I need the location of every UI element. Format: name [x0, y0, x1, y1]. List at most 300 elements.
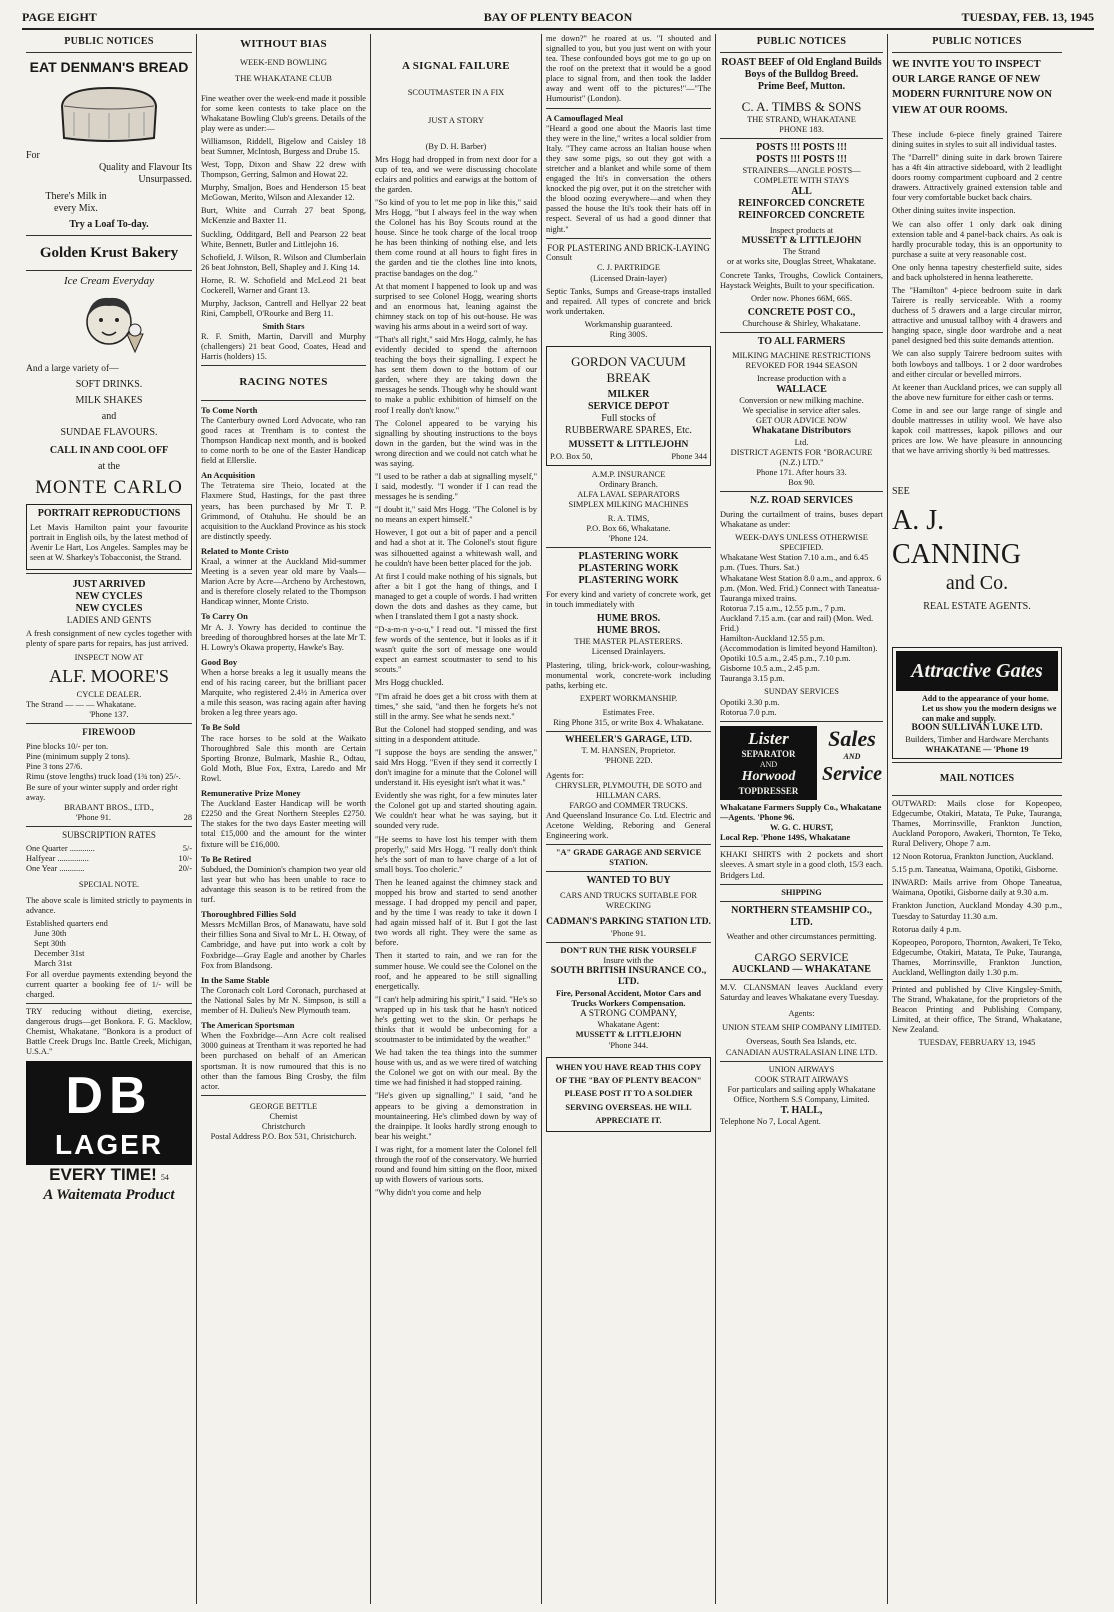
- agents-for: Agents for:: [546, 770, 584, 780]
- racing-para: When the Foxbridge—Ann Acre colt realised 3000 guineas at Trentham it was reported he had been purchased on behalf of an American sportsman. It is now rumoured that this is no other than the famous Bing Crosby, the film actor.: [201, 1031, 366, 1091]
- bowling-para: Horne, R. W. Schofield and McLeod 21 beat Cockerell, Warner and Grant 13.: [201, 275, 366, 295]
- posts-1: POSTS !!! POSTS !!!: [756, 141, 847, 153]
- story-para: At that moment I happened to look up and was surprised to see Colonel Hogg, wearing shorts and an enormous hat, leaning against the chimney stack on top of his out-house. He was waving his arms about in a weird sort of way.: [375, 281, 537, 331]
- racing-heading: Good Boy: [201, 656, 238, 667]
- story-para: Then he leaned against the chimney stack and mopped his brow and started to send another message. I had dropped my pencil and paper, and by the time I was ready to take it down I had again missed half of it. But I got the last two words all right. They were the same as before.: [375, 877, 537, 948]
- bettle-city: Christchurch: [261, 1121, 306, 1131]
- inspect-now: INSPECT NOW AT: [74, 652, 144, 663]
- furniture-para: The "Hamilton" 4-piece bedroom suite in dark Tairere is really serviceable. With a roomy duchess of 5 drawers and a large circular mirror, attractive and unusual tallboy with 4 drawers and hanging space, single door wardrobe and a neat panel designed bed this suite demands attention.: [892, 285, 1062, 346]
- phone-171: Phone 171. After hours 33.: [756, 467, 847, 477]
- overseas: Overseas, South Sea Islands, etc.: [746, 1037, 857, 1047]
- fargo: FARGO and COMMER TRUCKS.: [569, 800, 688, 810]
- boon-sullivan: BOON SULLIVAN LUKE LTD.: [911, 723, 1043, 734]
- furniture-para: The "Darrell" dining suite in dark brown Tairere has a 4ft 4in attractive sideboard, with 2 leadlight doors roomy compartment cupboard and 2 centre drawers. Attractively grained extension table and four very comfortable bucket back chairs.: [892, 153, 1062, 203]
- bowling-para: Williamson, Riddell, Bigelow and Caisley 18 beat Sumner, McIntosh, Burgess and Drube 15.: [201, 136, 366, 156]
- furniture-para: We can also offer 1 only dark oak dining extension table and 4 panel-back chairs. As oak is hardly procurable today, this is an opportunity to purchase a suite at very reasonable cost.: [892, 219, 1062, 259]
- without-bias-title: WITHOUT BIAS: [240, 38, 327, 50]
- khaki-shirts: KHAKI SHIRTS with 2 pockets and short sleeves. A smart style in a good cloth, 15/3 each. Bridgers Ltd.: [720, 850, 883, 880]
- strainers: STRAINERS—ANGLE POSTS— COMPLETE WITH STAYS: [742, 165, 861, 185]
- footer-date: TUESDAY, FEBRUARY 13, 1945: [918, 1038, 1036, 1048]
- service-depot: SERVICE DEPOT: [587, 401, 670, 413]
- printed-by: Printed and published by Clive Kingsley-Smith, The Strand, Whakatane, for the proprietors of the Beacon Printing and Publishing Company, Limited, at their office, The Strand, Whakatane, New Zealand.: [892, 984, 1062, 1035]
- mail-line: Rotorua daily 4 p.m.: [892, 924, 962, 934]
- racing-heading: To Come North: [201, 404, 258, 415]
- wanted-to-buy: WANTED TO BUY: [586, 875, 671, 887]
- mussett-2: MUSSETT & LITTLEJOHN: [575, 1030, 682, 1040]
- hurst: W. G. C. HURST,: [769, 823, 834, 833]
- story-end: me down?" he roared at us. "I shouted and signalled to you, but you just went on with your tea. These confounded boys got me to go up on the roof on the pretext that it would be a good place to signal from, and then took the ladder away and went off to the pictures!"—"The Humourist" (London).: [546, 34, 711, 104]
- denman-for: For: [26, 149, 40, 161]
- denman-milk: There's Milk in every Mix.: [45, 190, 107, 214]
- ladies-gents: LADIES AND GENTS: [66, 615, 152, 626]
- story-para: "I'm afraid he does get a bit cross with them at times," she said, "and then he forgets he's not still in the army. See what he sends next.": [375, 691, 537, 721]
- fire-accident: Fire, Personal Accident, Motor Cars and Trucks Workers Compensation.: [555, 988, 702, 1008]
- topdresser: TOPDRESSER: [738, 786, 799, 797]
- amp-insurance: A.M.P. INSURANCE: [591, 469, 666, 479]
- auckland-whakatane: AUCKLAND — WHAKATANE: [732, 964, 871, 976]
- queensland: And Queensland Insurance Co. Ltd. Electric and Acetone Welding, Reboring and General Engineering work.: [546, 810, 711, 841]
- bowling-para: Fine weather over the week-end made it possible for some keen contests to take place on the Whakatane Bowling Club's greens. Details of the play were as under:—: [201, 93, 366, 133]
- mail-line: INWARD: Mails arrive from Ohope Taneatua, Waimana, Opotiki, Gisborne daily at 9.30 a.m.: [892, 878, 1062, 898]
- phone-137: 'Phone 137.: [89, 710, 129, 720]
- posts-2: POSTS !!! POSTS !!!: [756, 153, 847, 165]
- particulars: For particulars and sailing apply Whakatane Office, Northern S.S Company, Limited.: [727, 1084, 876, 1104]
- racing-para: When a horse breaks a leg it usually means the end of his racing career, but the brilliant pacer Marquite, who registered 2.4½ in America over a mile this season, was racing again after having broken a leg three years ago.: [201, 668, 366, 718]
- racing-para: Kraal, a winner at the Auckland Mid-summer Meeting is a seven year old mare by Vaals—Marion Acre by Acre—Archeno by Archestown, and is therefore closely related to the Thompson Handicap winner, Monte Cristo.: [201, 557, 366, 607]
- page-number: PAGE EIGHT: [22, 10, 97, 24]
- denman-try: Try a Loaf To-day.: [69, 218, 149, 230]
- icecream-script: Ice Cream Everyday: [64, 274, 154, 287]
- whakatane-club: THE WHAKATANE CLUB: [235, 73, 332, 84]
- insure: Insure with the: [603, 955, 654, 965]
- story-para: Mrs Hogg chuckled.: [375, 678, 444, 688]
- clansman: M.V. CLANSMAN leaves Auckland every Saturday and leaves Whakatane every Tuesday.: [720, 983, 883, 1003]
- cycle-dealer: CYCLE DEALER.: [76, 690, 142, 700]
- bread-loaf-icon: [54, 82, 164, 144]
- monte-carlo: MONTE CARLO: [35, 477, 183, 499]
- column-1: [26, 34, 192, 1604]
- bowling-para: Murphy, Jackson, Cantrell and Hellyar 22 beat Rini, Campbell, O'Rourke and Berg 11.: [201, 298, 366, 319]
- specialise: We specialise in service after sales.: [742, 406, 861, 416]
- sundae: SUNDAE FLAVOURS.: [60, 427, 158, 439]
- farmers-supply: Whakatane Farmers Supply Co., Whakatane—Agents. 'Phone 96.: [720, 803, 882, 823]
- mail-line: 5.15 p.m. Taneatua, Waimana, Opotiki, Gisborne.: [892, 865, 1058, 875]
- story-para: Mrs Hogg had dropped in from next door for a cup of tea, and we were discussing chocolate eclairs and politics and earwigs at the bottom of the garden.: [375, 154, 537, 194]
- ad-number: 28: [183, 812, 192, 822]
- soft-drinks: SOFT DRINKS.: [75, 379, 143, 391]
- road-line: Gisborne 10.5 a.m., 2.45 p.m.: [720, 664, 820, 674]
- road-services-title: N.Z. ROAD SERVICES: [749, 495, 853, 507]
- signal-failure-title: A SIGNAL FAILURE: [402, 60, 510, 72]
- weekdays: WEEK-DAYS UNLESS OTHERWISE SPECIFIED.: [735, 533, 868, 553]
- cadmans: CADMAN'S PARKING STATION LTD.: [546, 917, 711, 928]
- alf-moore: ALF. MOORE'S: [49, 665, 169, 686]
- ordinary-branch: Ordinary Branch.: [599, 479, 658, 489]
- masthead: [22, 6, 1094, 30]
- simplex: SIMPLEX MILKING MACHINES: [568, 499, 689, 509]
- racing-heading: An Acquisition: [201, 470, 256, 481]
- racing-heading: Thoroughbred Fillies Sold: [201, 909, 297, 920]
- issue-date: TUESDAY, FEB. 13, 1945: [961, 10, 1094, 24]
- just-arrived: JUST ARRIVED: [72, 579, 146, 591]
- plastering-title: FOR PLASTERING AND BRICK-LAYING: [547, 242, 710, 253]
- furniture-para: Come in and see our large range of single and double mattresses in utility wool. We have also kapok coil mattresses, kapok pillows and our prices are low. We have pleasure in announcing that we have arriving shortly ¾ bed mattresses.: [892, 405, 1062, 456]
- conversion: Conversion or new milking machine.: [739, 396, 864, 406]
- gordon-vacuum: GORDON VACUUM BREAK: [571, 354, 686, 385]
- order-now: Order now. Phones 66M, 66S.: [750, 293, 853, 303]
- tims-box: P.O. Box 66, Whakatane.: [586, 524, 671, 534]
- db-lager-ad: [26, 1061, 192, 1165]
- camo-title: A Camouflaged Meal: [546, 112, 623, 123]
- furniture-para: These include 6-piece finely grained Tairere dining suites in styles to suit all individual tastes.: [892, 129, 1062, 149]
- bowling-para: Burt, White and Currah 27 beat Spong, McKenzie and Baxter 11.: [201, 206, 366, 226]
- variety: And a large variety of—: [26, 363, 119, 374]
- weather-permitting: Weather and other circumstances permitting.: [726, 931, 877, 941]
- lister-logo: Lister: [748, 728, 789, 748]
- whakatane-agent: Whakatane Agent:: [597, 1020, 660, 1030]
- racing-para: Mr A. J. Yowry has decided to continue the breeding of thoroughbred horses at the late Mr T. H. Lowry's Okawa property, Hawke's Bay.: [201, 622, 366, 652]
- service-script: Service: [822, 762, 882, 785]
- cars-trucks: CARS AND TRUCKS SUITABLE FOR WRECKING: [560, 891, 697, 911]
- new-cycles-2: NEW CYCLES: [75, 603, 143, 615]
- column-rule: [370, 34, 371, 1604]
- furniture-para: We can also supply Tairere bedroom suites with both lowboys and tallboys. 1 or 2 door wardrobes and either circular or bevelled mirrors.: [892, 349, 1062, 379]
- racing-para: Subdued, the Dominion's champion two year old last year but who has been unable to race to advantage this season is to be retired from the turf.: [201, 864, 366, 905]
- story-para: "Why didn't you come and help: [375, 1188, 482, 1198]
- scoutmaster-sub: SCOUTMASTER IN A FIX: [407, 87, 505, 98]
- mail-line: Kopeopeo, Poroporo, Thornton, Awakeri, Te Teko, Edgecumbe, Otakiri, Matata, Te Puke, Tauranga, Thames, Morrinsville, Frankton Junction, Auckland, Wellington daily 1.30 p.m.: [892, 937, 1062, 977]
- story-para: "He's given up signalling," I said, "and he appears to be giving a demonstration in mountaineering. He's climbed down by way of the drainpipe. It looks hardly strong enough to bear his weight.": [375, 1091, 537, 1141]
- hume-bros-1: HUME BROS.: [596, 613, 661, 625]
- road-line: Whakatane West Station 8.0 a.m., and approx. 6 p.m. (Mon. Wed. Frid.) Connect with Taneatua-Tauranga mixed trains.: [720, 573, 882, 603]
- racing-heading: In the Same Stable: [201, 974, 270, 985]
- story-para: "I can't help admiring his spirit," I said. "He's so wrapped up in his task that he hasn't noticed he's getting wet to the skin. Or perhaps he thinks that it would be unbecoming for a scoutmaster to be intimidated by the weather.": [375, 994, 537, 1045]
- real-estate: REAL ESTATE AGENTS.: [923, 601, 1031, 613]
- portrait-title: PORTRAIT REPRODUCTIONS: [37, 508, 181, 520]
- gates-ad: [892, 647, 1062, 758]
- timbs-sons: C. A. TIMBS & SONS: [741, 99, 862, 114]
- phone-22d: 'PHONE 22D.: [604, 756, 653, 766]
- cycles-body: A fresh consignment of new cycles together with plenty of spare parts for repairs, has just arrived.: [26, 629, 192, 649]
- rubberware: RUBBERWARE SPARES, Etc.: [565, 425, 692, 437]
- public-notices-header-3: PUBLIC NOTICES: [932, 36, 1022, 47]
- story-para: "He seems to have lost his temper with them properly," said Mrs Hogg. "I really don't think he's the sort of man to have charge of a lot of small boys. Too choleric.": [375, 834, 537, 874]
- all: ALL: [791, 185, 812, 197]
- strand-address: The Strand — — — Whakatane.: [26, 700, 137, 710]
- mail-line: Frankton Junction, Auckland Monday 4.30 p.m., Tuesday to Saturday 11.30 a.m.: [892, 901, 1062, 921]
- story-para: "So kind of you to let me pop in like this," said Mrs Hogg, "but I always feel in the way when the Colonel has his Boy Scouts round at the house. Since he took charge of the local troop he has been thinking of nothing else, and lets them come round at all hours to fight fires in the garden and tie the clothes line into knots, practise bandages on the dog.": [375, 197, 537, 278]
- road-line: Opotiki 10.5 a.m., 2.45 p.m., 7.10 p.m.: [720, 654, 851, 664]
- quarters-title: Established quarters end: [26, 919, 108, 929]
- every-time: EVERY TIME!: [49, 1165, 157, 1185]
- story-para: "I doubt it," said Mrs Hogg. "The Colonel is by no means an expert himself.": [375, 505, 537, 525]
- inspect-products: Inspect products at: [769, 225, 834, 235]
- phone-91b: 'Phone 91.: [610, 928, 646, 938]
- wheelers-garage: WHEELER'S GARAGE, LTD.: [565, 735, 692, 745]
- t-hall: T. HALL,: [780, 1104, 823, 1116]
- consult: Consult: [546, 253, 573, 263]
- licensed-drainlayers: Licensed Drainlayers.: [591, 647, 666, 657]
- racing-heading: To Be Sold: [201, 722, 240, 733]
- concrete-tanks: Concrete Tanks, Troughs, Cowlick Containers, Haystack Weights, Built to your specification.: [720, 270, 883, 290]
- story-para: "I used to be rather a dab at signalling myself," I said, modestly. "I wonder if I can read the messages he is sending.": [375, 471, 537, 502]
- road-line: Tauranga 3.15 p.m.: [720, 674, 785, 684]
- special-body: The above scale is limited strictly to payments in advance.: [26, 895, 192, 916]
- and-text: and: [101, 411, 117, 423]
- story-para: I was right, for a moment later the Colonel fell through the roof of the conservatory. We hurried round and found him sitting on the floor, mixed up with flowers of various sorts.: [375, 1144, 537, 1185]
- portrait-ad: [26, 504, 192, 570]
- furniture-para: Other dining suites invite inspection.: [892, 206, 1016, 216]
- mail-line: OUTWARD: Mails close for Kopeopeo, Edgecumbe, Otakiri, Matata, Te Puke, Tauranga, Thames, Morrinsville, Frankton Junction, Auckland Poroporo, Awakeri, Thornton, Te Teko, Rural Delivery, Ohope 7 a.m.: [892, 798, 1062, 849]
- and-3: AND: [843, 752, 861, 762]
- separator: SEPARATOR: [741, 749, 796, 760]
- quarter: March 31st: [34, 959, 72, 969]
- box-90: Box 90.: [788, 478, 815, 488]
- invite-inspect: WE INVITE YOU TO INSPECT OUR LARGE RANGE OF NEW MODERN FURNITURE NOW ON VIEW AT OUR ROOMS.: [892, 59, 1052, 116]
- shipping: SHIPPING: [781, 887, 822, 897]
- firewood-line: Be sure of your winter supply and order right away.: [26, 782, 178, 802]
- racing-para: Messrs McMillan Bros, of Manawatu, have sold their fillies Sona and Sival to Mr L. H. Otway, of Cambridge, and have put into work a colt by Foxbridge—Gray Eagle and another by Charles Fox from Blandsong.: [201, 920, 366, 970]
- concrete-post: CONCRETE POST CO.,: [747, 306, 856, 318]
- bowling-para: West, Topp, Dixon and Shaw 22 drew with Thompson, Gerring, Salmon and Howat 22.: [201, 160, 366, 180]
- distributors-ltd: Ltd.: [794, 437, 809, 447]
- horwood-logo: Horwood: [741, 769, 796, 785]
- hansen: T. M. HANSEN, Proprietor.: [581, 746, 676, 756]
- sales-script: Sales: [828, 725, 876, 751]
- denman-quality: Quality and Flavour Its Unsurpassed.: [98, 161, 192, 185]
- racing-heading: To Carry On: [201, 611, 248, 622]
- column-2: [201, 34, 366, 1604]
- milking-restrictions: MILKING MACHINE RESTRICTIONS REVOKED FOR 1944 SEASON: [732, 350, 871, 370]
- gates-logo: Attractive Gates: [896, 651, 1058, 691]
- portrait-body: Let Mavis Hamilton paint your favourite portrait in English oils, by the latest method of Avenir Le Hart, Los Angeles. Samples may be seen at W. Sharkey's Tobacconist, the Strand.: [30, 523, 188, 563]
- racing-heading: The American Sportsman: [201, 1020, 295, 1031]
- prime-beef: Prime Beef, Mutton.: [757, 81, 846, 92]
- column-5: [720, 34, 883, 1604]
- hume-bros-2: HUME BROS.: [596, 625, 661, 637]
- get-advice: GET OUR ADVICE NOW: [755, 416, 848, 426]
- story-para: At first I could make nothing of his signals, but after a bit I got the hang of things, and I managed to get a couple of words. I had written down the dots and dashes as they came, but when I translated them I got a nasty shock.: [375, 571, 537, 621]
- story-para: Evidently she was right, for a few minutes later the Colonel got up and started shouting again. We couldn't hear what he was saying, but it sounded very rude.: [375, 791, 537, 831]
- overdue-note: For all overdue payments extending beyond the current quarter a booking fee of 1/- will be charged.: [26, 969, 192, 999]
- road-line: Hamilton-Auckland 12.55 p.m. (Accommodation is limited beyond Hamilton).: [720, 634, 878, 654]
- firewood-title: FIREWOOD: [82, 727, 136, 738]
- road-line: Rotorua 7.15 a.m., 12.55 p.m., 7 p.m.: [720, 603, 846, 613]
- expert: EXPERT WORKMANSHIP.: [579, 693, 678, 703]
- union-steam: UNION STEAM SHIP COMPANY LIMITED.: [722, 1023, 881, 1033]
- firewood-line: Rimu (stove lengths) truck load (1¾ ton) 25/-.: [26, 772, 181, 782]
- gordon-vacuum-ad: GORDON VACUUM BREAK MILKER SERVICE DEPOT Full stocks of RUBBERWARE SPARES, Etc. MUSSETT & LITTLEJOHN P.O. Box 50, Phone 344: [546, 346, 711, 466]
- quarter: June 30th: [34, 929, 67, 939]
- mail-notices-title: MAIL NOTICES: [939, 772, 1015, 784]
- builders: Builders, Timber and Hardware Merchants: [905, 734, 1049, 744]
- drainlayer: (Licensed Drain-layer): [590, 273, 667, 283]
- mail-line: 12 Noon Rotorua, Frankton Junction, Auckland.: [892, 852, 1054, 862]
- partridge: C. J. PARTRIDGE: [597, 263, 660, 273]
- canadian: CANADIAN AUSTRALASIAN LINE LTD.: [725, 1047, 878, 1057]
- phone-183: PHONE 183.: [779, 124, 824, 134]
- racing-heading: Related to Monte Cristo: [201, 545, 289, 556]
- racing-heading: Remunerative Prize Money: [201, 788, 301, 799]
- smith-body: R. F. Smith, Martin, Darvill and Murphy (challengers) 21 beat Good, Coates, Head and Harris (holders) 15.: [201, 332, 366, 362]
- call-in: CALL IN AND COOL OFF: [49, 445, 169, 457]
- story-para: "That's all right," said Mrs Hogg, calmly, he has evidently decided to spend the afternoon teaching the boys their signalling. I expect he has sent them down to the bottom of our garden, where they are taking down the messages he sends. Though why he should want to make a public exhibition of himself on the roof I really don't know.": [375, 334, 537, 415]
- phone-344b: 'Phone 344.: [608, 1040, 649, 1050]
- bettle-chemist: Chemist: [269, 1111, 298, 1121]
- story-para: However, I got out a bit of paper and a pencil and had a shot at it. The Colonel's stout figure was silhouetted against a whitewash wall, and he couldn't have been better placed for the job.: [375, 528, 537, 568]
- district-agents: DISTRICT AGENTS FOR "BORACURE (N.Z.) LTD.": [730, 447, 873, 467]
- sunday-line: Opotiki 3.30 p.m.: [720, 697, 780, 707]
- racing-heading: To Be Retired: [201, 853, 252, 864]
- plastering-work: PLASTERING WORK: [578, 563, 679, 575]
- story-para: Then it started to rain, and we ran for the summer house. We could see the Colonel on the roof, and he appeared to be still signalling energetically.: [375, 951, 537, 991]
- weekend-bowling: WEEK-END BOWLING: [239, 57, 328, 68]
- racing-para: The Tetratema sire Theio, located at the Flaxmere Stud, Hastings, for the past three years, has been purchased by Mr T. P. Grimmond, of Otahuhu. He should be an acquisition to the Auckland Province as his stock are distinctly speedy.: [201, 481, 366, 541]
- septic: Septic Tanks, Sumps and Grease-traps installed and repaired. All types of concrete and brick work undertaken.: [546, 286, 711, 316]
- column-rule: [196, 34, 197, 1604]
- workmanship: Workmanship guaranteed.: [584, 319, 673, 329]
- db-logo: DB: [65, 1067, 153, 1126]
- dont-run: DON'T RUN THE RISK YOURSELF: [560, 945, 697, 955]
- racing-para: The Canterbury owned Lord Advocate, who ran good races at Trentham is to contest the Thompson Handicap next month, and is booked to come north to be one of the Easter Handicap field at Ellerslie.: [201, 415, 366, 466]
- sunday-line: Rotorua 7.0 p.m.: [720, 707, 777, 717]
- churchouse: Churchouse & Shirley, Whakatane.: [742, 318, 861, 328]
- racing-para: The race horses to be sold at the Waikato Thoroughbred Sale this month are Certain Sporting Bronze, Bulmark, Mashie R., Odtau, Gold Moth, Blue Fox, Extra, Laredo and Mr Rowl.: [201, 733, 366, 783]
- milker: MILKER: [607, 389, 650, 401]
- lager-text: LAGER: [55, 1128, 163, 1160]
- increase: Increase production with a: [756, 374, 847, 383]
- south-british: SOUTH BRITISH INSURANCE CO., LTD.: [550, 966, 707, 988]
- local-rep: Local Rep. 'Phone 149S, Whakatane: [720, 833, 851, 843]
- lister-ad: [720, 726, 883, 800]
- bettle-name: GEORGE BETTLE: [249, 1101, 318, 1111]
- camo-body: "Heard a good one about the Maoris last time they were in the line," writes a local soldier from Italy. "They came across an Italian house when they saw some pigs, so out they got with a stretcher and a blanket and while some of them engaged the Iti's in conversation the others knocked the pig over, put it on the stretcher with the blood oozing everywhere—and when they passed the house the Iti's took their hats off in respect. Several of us had a good dinner that night.": [546, 123, 711, 234]
- plastering-work: PLASTERING WORK: [578, 575, 679, 587]
- the-strand: The Strand: [783, 247, 820, 257]
- special-note: SPECIAL NOTE.: [78, 879, 140, 889]
- grade-a: "A" GRADE GARAGE AND SERVICE STATION.: [555, 848, 702, 868]
- just-a-story: JUST A STORY: [428, 115, 484, 126]
- master-plasterers: THE MASTER PLASTERERS.: [574, 637, 683, 647]
- public-notices-header-2: PUBLIC NOTICES: [756, 36, 847, 47]
- whakatane-phone-19: WHAKATANE — 'Phone 19: [925, 744, 1029, 754]
- subscription-rates: One Quarter ............ 5/- Halfyear ............... 10/- One Year ............ 20/-: [26, 843, 192, 873]
- reinforced-1: REINFORCED CONCRETE: [738, 197, 865, 209]
- public-notices-header: PUBLIC NOTICES: [64, 36, 154, 47]
- reinforced-2: REINFORCED CONCRETE: [738, 209, 865, 221]
- mussett-littlejohn: MUSSETT & LITTLEJOHN: [568, 440, 689, 451]
- distributors: Whakatane Distributors: [752, 426, 851, 437]
- to-all-farmers: TO ALL FARMERS: [757, 335, 846, 347]
- union-airways: UNION AIRWAYS: [768, 1064, 835, 1074]
- story-para: But the Colonel had stopped sending, and was sitting in a despondent attitude.: [375, 724, 537, 744]
- timbs-strand: THE STRAND, WHAKATANE: [747, 114, 856, 124]
- post-to-soldier: WHEN YOU HAVE READ THIS COPY OF THE "BAY OF PLENTY BEACON" PLEASE POST IT TO A SOLDIER SERVING OVERSEAS. HE WILL APPRECIATE IT.: [546, 1057, 711, 1132]
- column-3: [375, 34, 537, 1604]
- girl-icecream-illustration: [69, 290, 149, 360]
- northern-steamship: NORTHERN STEAMSHIP CO., LTD.: [731, 904, 872, 928]
- newspaper-title: BAY OF PLENTY BEACON: [483, 10, 633, 24]
- ring-315: Ring Phone 315, or write Box 4. Whakatane.: [553, 717, 704, 727]
- plaster-body: For every kind and variety of concrete work, get in touch immediately with: [546, 590, 711, 610]
- firewood-line: Pine (minimum supply 2 tons).: [26, 752, 130, 762]
- byline: (By D. H. Barber): [425, 141, 487, 151]
- phone-91: 'Phone 91.: [76, 812, 112, 822]
- furniture-para: At keener than Auckland prices, we can supply all the above new furniture for either cash or terms.: [892, 382, 1062, 402]
- column-4: [546, 34, 711, 1604]
- quarter: Sept 30th: [34, 939, 66, 949]
- cargo-service: CARGO SERVICE: [754, 949, 849, 964]
- sunday-services: SUNDAY SERVICES: [764, 687, 839, 697]
- plaster-list: Plastering, tiling, brick-work, colour-washing, monumental work, concrete-work including paths, kerbing etc.: [546, 660, 711, 690]
- bettle-address: Postal Address P.O. Box 531, Christchurch.: [210, 1131, 357, 1141]
- firewood-line: Pine 3 tons 27/6.: [26, 762, 83, 772]
- quarter: December 31st: [34, 949, 85, 959]
- agents-label: Agents:: [788, 1009, 815, 1019]
- bowling-para: Suckling, Odditgard, Bell and Pearson 22 beat White, Bennett, Butler and Littlejohn 16.: [201, 229, 366, 249]
- column-rule: [887, 34, 888, 1604]
- estimates: Estimates Free.: [602, 707, 655, 717]
- milk-shakes: MILK SHAKES: [75, 395, 143, 407]
- phone-124: 'Phone 124.: [608, 534, 649, 544]
- brabant: BRABANT BROS., LTD.,: [64, 802, 154, 812]
- wallace: WALLACE: [776, 384, 827, 396]
- column-rule: [715, 34, 716, 1604]
- road-line: Whakatane West Station 7.10 a.m., and 6.45 p.m. (Tues. Thurs. Sat.): [720, 553, 869, 573]
- tims: R. A. TIMS,: [607, 513, 650, 523]
- ring-300: Ring 300S.: [609, 329, 648, 339]
- column-6: [892, 34, 1062, 1604]
- works-site: or at works site, Douglas Street, Whakatane.: [727, 257, 876, 267]
- chrysler: CHRYSLER, PLYMOUTH, DE SOTO and HILLMAN CARS.: [555, 780, 702, 800]
- canning-name: A. J. CANNING: [892, 505, 1022, 570]
- firewood-line: Pine blocks 10/- per ton.: [26, 742, 109, 752]
- golden-krust: Golden Krust Bakery: [39, 244, 179, 261]
- column-rule: [541, 34, 542, 1604]
- racing-notes-title: RACING NOTES: [239, 376, 328, 389]
- at-the: at the: [98, 461, 120, 473]
- bonkora-ad: TRY reducing without dieting, exercise, dangerous drugs—get Bonkora. F. G. Macklow, Chemist, Whakatane. "Bonkora is a product of Battle Creek Drugs Inc. Battle Creek, Michigan, U.S.A.": [26, 1006, 192, 1057]
- new-cycles-1: NEW CYCLES: [75, 591, 143, 603]
- smith-stars: Smith Stars: [262, 322, 305, 332]
- racing-para: The Coronach colt Lord Coronach, purchased at the National Sales by Mr N. Simpson, is still a member of H. Dulieu's New Plymouth team.: [201, 985, 366, 1016]
- story-para: "I suppose the boys are sending the answer," said Mrs Hogg. "Even if they send it correctly I don't imagine for a minute that the Colonel will understand it. His eyesight isn't what it was.": [375, 747, 537, 788]
- gates-body: Add to the appearance of your home. Let us show you the modern designs we can make and supply.: [922, 694, 1057, 723]
- cook-strait: COOK STRAIT AIRWAYS: [754, 1074, 849, 1084]
- full-stocks: Full stocks of: [601, 413, 656, 425]
- waitemata-product: A Waitemata Product: [43, 1186, 175, 1203]
- story-para: The Colonel appeared to be varying his signalling by shouting instructions to the boys down in the garden, but the wind was in the wrong direction and we could not catch what he was saying.: [375, 418, 537, 468]
- road-body: During the curtailment of trains, buses depart Whakatane as under:: [720, 510, 883, 530]
- story-para: "D-a-m-n y-o-u," I read out. "I missed the first few words of the sentence, but it looks as if it wasn't quite the sort of message one would expect an earnest scoutmaster to send to his scouts.": [375, 625, 537, 675]
- strong-company: A STRONG COMPANY,: [580, 1008, 677, 1019]
- db-ad-number: 54: [160, 1173, 169, 1183]
- mussett-3: MUSSETT & LITTLEJOHN: [741, 235, 862, 246]
- telephone-agent: Telephone No 7, Local Agent.: [720, 1116, 821, 1126]
- alfa-laval: ALFA LAVAL SEPARATORS: [577, 489, 680, 499]
- furniture-para: One only henna tapestry chesterfield suite, sides and back upholstered in henna leatherette.: [892, 262, 1062, 282]
- subscription-title: SUBSCRIPTION RATES: [62, 829, 156, 840]
- canning-co: and Co.: [945, 572, 1009, 595]
- story-para: We had taken the tea things into the summer house with us, and as we were tired of watching the Colonel we got on with our meal. By the time we had finished it had stopped raining.: [375, 1048, 537, 1088]
- roast-beef: ROAST BEEF of Old England Builds Boys of the Bulldog Breed.: [721, 57, 882, 80]
- road-line: Auckland 7.15 a.m. (car and rail) (Mon. Wed. Frid.): [720, 613, 874, 633]
- plastering-work: PLASTERING WORK: [578, 551, 679, 563]
- racing-para: The Auckland Easter Handicap will be worth £2250 and the Great Northern Steeples £2750. The stakes for the two days Easter meeting will total £15,000 and the amount for the winter fixture will be £16,000.: [201, 799, 366, 849]
- bowling-para: Schofield, J. Wilson, R. Wilson and Clumberlain 26 beat Johnston, Bell, Shapley and J. King 14.: [201, 252, 366, 272]
- see: SEE: [892, 486, 910, 498]
- denman-title: EAT DENMAN'S BREAD: [29, 59, 189, 75]
